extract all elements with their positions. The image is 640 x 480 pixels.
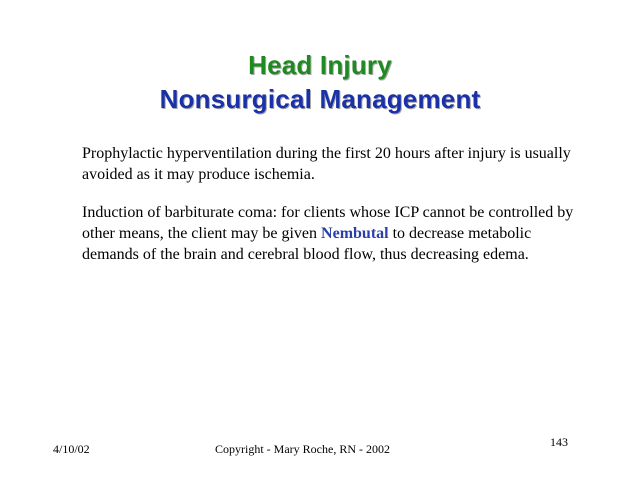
nembutal-highlight: Nembutal [321,225,389,242]
slide-title [0,48,640,116]
footer-copyright: Copyright - Mary Roche, RN - 2002 [215,442,390,456]
paragraph-barbiturate-coma-text-end: to decrease metabolic demands of the brain and cerebral blood flow, thus decreasing edema. [82,225,532,263]
footer-date: 4/10/02 [53,442,90,456]
title-line-nonsurgical-management: Nonsurgical Management [159,84,481,114]
title-line-head-injury: Head Injury [248,50,392,80]
paragraph-barbiturate-coma [82,202,592,265]
paragraph-hyperventilation: Prophylactic hyperventilation during the first 20 hours after injury is usually avoided as it may produce ischemia. [82,145,571,183]
paragraph-barbiturate-coma-text-start: Induction of barbiturate coma: for clients whose ICP cannot be controlled by other means, the client may be given [82,204,574,242]
page-number: 143 [550,435,568,449]
